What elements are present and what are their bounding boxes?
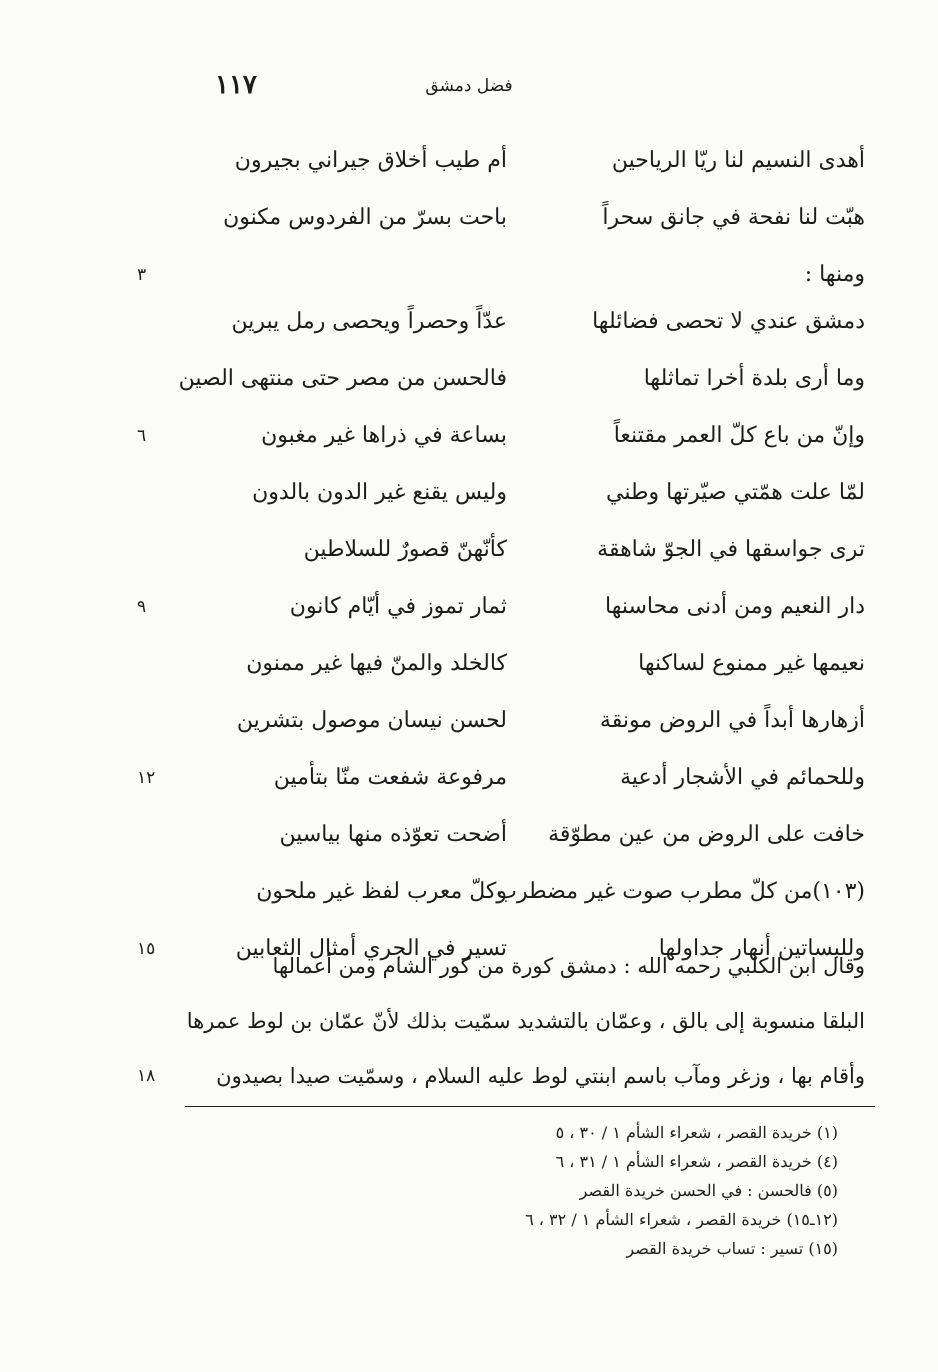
verse-second-hemistich: كالخلد والمنّ فيها غير ممنون	[246, 651, 507, 676]
verse-second-hemistich: أضحت تعوّذه منها بياسين	[279, 822, 507, 847]
verse-first-hemistich: أهدى النسيم لنا ريّا الرياحين	[611, 148, 865, 173]
verse-line	[137, 762, 875, 819]
line-number: ١٨	[137, 1066, 156, 1086]
page-header	[0, 70, 938, 106]
verse-second-hemistich: فالحسن من مصر حتى منتهى الصين	[178, 366, 507, 391]
intro-line	[137, 259, 875, 311]
verse-first-hemistich: دمشق عندي لا تحصى فضائلها	[592, 309, 865, 334]
verse-second-hemistich: أم طيب أخلاق جيراني بجيرون	[234, 148, 507, 173]
verse-line	[185, 876, 875, 933]
verse-second-hemistich: ثمار تموز في أيّام كانون	[289, 594, 507, 619]
verse-first-hemistich: (١٠٣)من كلّ مطرب صوت غير مضطرب	[496, 879, 865, 904]
verse-line	[178, 363, 875, 420]
line-number: ٣	[137, 265, 147, 285]
prose-text: وأقام بها ، وزغر ومآب باسم ابنتي لوط عليه السلام ، وسمّيت صيدا بصيدون	[216, 1064, 865, 1088]
verse-first-hemistich: أزهارها أبداً في الروض مونقة	[599, 708, 865, 733]
verse-first-hemistich: وللبساتين أنهار جداولها	[658, 936, 865, 961]
line-number: ٦	[137, 426, 147, 446]
footnote: (٥) فالحسن : في الحسن خريدة القصر	[579, 1181, 838, 1200]
verse-first-hemistich: وإنّ من باع كلّ العمر مقتنعاً	[613, 423, 865, 448]
verse-first-hemistich: وللحمائم في الأشجار أدعية	[620, 765, 865, 790]
verse-first-hemistich: وما أرى بلدة أخرا تماثلها	[643, 366, 865, 391]
verse-line	[185, 202, 875, 259]
verse-line	[185, 705, 875, 762]
running-title: فضل دمشق	[425, 76, 513, 96]
footnote: (١) خريدة القصر ، شعراء الشأم ١ / ٣٠ ، ٥	[555, 1123, 838, 1142]
verse-group-main	[137, 306, 875, 990]
verse-first-hemistich: خافت على الروض من عين مطوّقة	[548, 822, 865, 847]
verse-first-hemistich: دار النعيم ومن أدنى محاسنها	[605, 594, 865, 619]
page-number: ١١٧	[215, 70, 257, 100]
verse-second-hemistich: لحسن نيسان موصول بتشرين	[236, 708, 507, 733]
prose-text: وقال ابن الكلبي رحمه الله : دمشق كورة من كور الشام ومن أعمالها	[272, 954, 865, 978]
verse-line	[185, 477, 875, 534]
footnotes	[278, 1118, 838, 1263]
line-number: ٩	[137, 597, 147, 617]
verse-line	[185, 819, 875, 876]
prose-line	[185, 950, 875, 1005]
line-number: ١٥	[137, 939, 156, 959]
verse-second-hemistich: مرفوعة شفعت منّا بتأمين	[273, 765, 507, 790]
verse-second-hemistich: بساعة في ذراها غير مغبون	[261, 423, 507, 448]
verse-line	[185, 648, 875, 705]
verse-line	[137, 591, 875, 648]
verse-group-top	[137, 145, 875, 311]
verse-first-hemistich: نعيمها غير ممنوع لساكنها	[638, 651, 865, 676]
verse-line	[185, 534, 875, 591]
verse-line	[137, 420, 875, 477]
footnote: (١٢ـ١٥) خريدة القصر ، شعراء الشأم ١ / ٣٢ ، ٦	[525, 1210, 838, 1229]
prose-paragraph	[137, 950, 875, 1115]
prose-line	[185, 1005, 875, 1060]
verse-second-hemistich: تسير في الجري أمثال الثعابين	[235, 936, 507, 961]
verse-second-hemistich: عدّاً وحصراً ويحصى رمل يبرين	[231, 309, 507, 334]
verse-second-hemistich: باحت بسرّ من الفردوس مكنون	[223, 205, 507, 230]
verse-line	[185, 306, 875, 363]
verse-second-hemistich: كأنّهنّ قصورٌ للسلاطين	[303, 537, 507, 562]
verse-first-hemistich: ترى جواسقها في الجوّ شاهقة	[597, 537, 865, 562]
footnote-divider	[185, 1106, 875, 1107]
verse-second-hemistich: وليس يقنع غير الدون بالدون	[252, 480, 507, 505]
intro-text: ومنها :	[804, 262, 865, 287]
verse-second-hemistich: وكلّ معرب لفظ غير ملحون	[256, 879, 507, 904]
verse-first-hemistich: لمّا علت همّتي صيّرتها وطني	[606, 480, 865, 505]
footnote: (٤) خريدة القصر ، شعراء الشأم ١ / ٣١ ، ٦	[555, 1152, 838, 1171]
footnote: (١٥) تسير : تساب خريدة القصر	[626, 1239, 838, 1258]
line-number: ١٢	[137, 768, 156, 788]
verse-line	[185, 145, 875, 202]
verse-first-hemistich: هبّت لنا نفحة في جانق سحراً	[602, 205, 865, 230]
prose-text: البلقا منسوبة إلى بالق ، وعمّان بالتشديد سمّيت بذلك لأنّ عمّان بن لوط عمرها	[186, 1009, 865, 1033]
